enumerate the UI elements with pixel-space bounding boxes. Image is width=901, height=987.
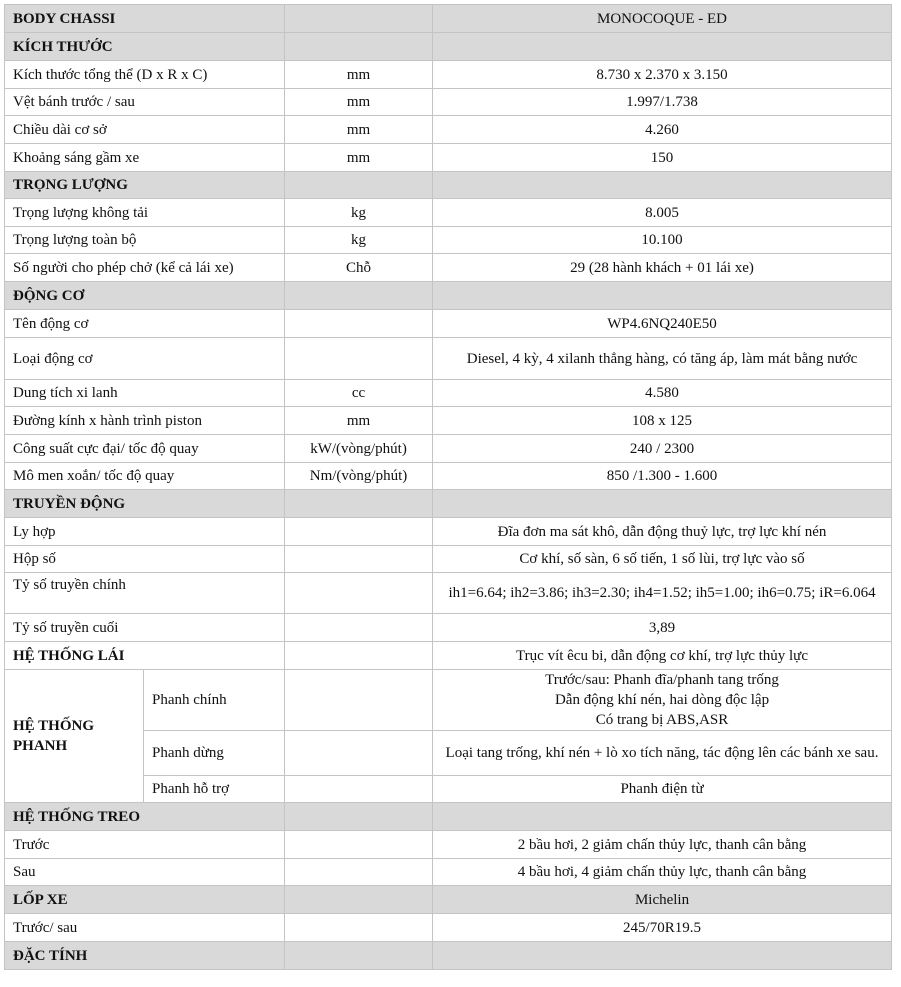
spec-table [4, 4, 892, 970]
table-row [5, 380, 892, 407]
spec-name: Ly hợp [5, 518, 285, 546]
table-row [5, 614, 892, 642]
spec-name: Tỷ số truyền cuối [5, 614, 285, 642]
spec-value: WP4.6NQ240E50 [433, 310, 892, 338]
spec-unit: Chỗ [285, 254, 433, 282]
table-row [5, 914, 892, 942]
section-blank [433, 942, 892, 970]
section-title: HỆ THỐNG LÁI [5, 642, 285, 670]
table-row [5, 831, 892, 859]
section-blank [433, 490, 892, 518]
section-blank [285, 642, 433, 670]
spec-name: Sau [5, 859, 285, 886]
section-tires [5, 886, 892, 914]
spec-unit [285, 831, 433, 859]
section-blank [285, 942, 433, 970]
spec-unit [285, 731, 433, 776]
spec-name: Kích thước tổng thể (D x R x C) [5, 61, 285, 89]
table-row [5, 463, 892, 490]
spec-unit: mm [285, 116, 433, 144]
spec-unit: kW/(vòng/phút) [285, 435, 433, 463]
spec-value: 240 / 2300 [433, 435, 892, 463]
spec-name: Hộp số [5, 546, 285, 573]
spec-value: Diesel, 4 kỳ, 4 xilanh thẳng hàng, có tăng áp, làm mát bằng nước [433, 338, 892, 380]
brake-main-line: Có trang bị ABS,ASR [595, 712, 729, 728]
header-row [5, 5, 892, 33]
table-row [5, 310, 892, 338]
spec-value: 150 [433, 144, 892, 172]
section-title: ĐẶC TÍNH [5, 942, 285, 970]
header-unit-cell [285, 5, 433, 33]
spec-value: Cơ khí, số sàn, 6 số tiến, 1 số lùi, trợ lực vào số [433, 546, 892, 573]
table-row [5, 546, 892, 573]
section-title: ĐỘNG CƠ [5, 282, 285, 310]
table-row [5, 116, 892, 144]
spec-unit [285, 914, 433, 942]
table-row [5, 227, 892, 254]
spec-unit: kg [285, 199, 433, 227]
spec-unit [285, 338, 433, 380]
header-label: BODY CHASSI [5, 5, 285, 33]
spec-unit: mm [285, 407, 433, 435]
section-weight [5, 172, 892, 199]
brake-main-line: Trước/sau: Phanh đĩa/phanh tang trống [545, 672, 779, 688]
spec-unit: mm [285, 61, 433, 89]
table-row [5, 518, 892, 546]
spec-value: Đĩa đơn ma sát khô, dẫn động thuỷ lực, trợ lực khí nén [433, 518, 892, 546]
table-row [5, 407, 892, 435]
spec-name: Khoảng sáng gầm xe [5, 144, 285, 172]
spec-value: 245/70R19.5 [433, 914, 892, 942]
spec-unit [285, 573, 433, 614]
spec-unit [285, 310, 433, 338]
spec-value: 10.100 [433, 227, 892, 254]
spec-unit [285, 670, 433, 731]
section-title: TRỌNG LƯỢNG [5, 172, 285, 199]
spec-unit [285, 776, 433, 803]
section-blank [285, 33, 433, 61]
spec-value: 4.260 [433, 116, 892, 144]
spec-name: Đường kính x hành trình piston [5, 407, 285, 435]
spec-name: Vệt bánh trước / sau [5, 89, 285, 116]
brake-main-line: Dẫn động khí nén, hai dòng độc lập [554, 692, 770, 708]
spec-value: ih1=6.64; ih2=3.86; ih3=2.30; ih4=1.52; ih5=1.00; ih6=0.75; iR=6.064 [433, 573, 892, 614]
spec-value: 29 (28 hành khách + 01 lái xe) [433, 254, 892, 282]
section-title: HỆ THỐNG TREO [5, 803, 285, 831]
header-value: MONOCOQUE - ED [433, 5, 892, 33]
section-features [5, 942, 892, 970]
spec-name: Số người cho phép chở (kể cả lái xe) [5, 254, 285, 282]
spec-name: Trước/ sau [5, 914, 285, 942]
section-dimensions [5, 33, 892, 61]
section-suspension [5, 803, 892, 831]
spec-value: 3,89 [433, 614, 892, 642]
section-blank [285, 803, 433, 831]
table-row [5, 144, 892, 172]
section-steering [5, 642, 892, 670]
spec-value: Trục vít êcu bi, dẫn động cơ khí, trợ lực thủy lực [433, 642, 892, 670]
section-title: TRUYỀN ĐỘNG [5, 490, 285, 518]
spec-name: Phanh hỗ trợ [144, 776, 285, 803]
spec-value: 1.997/1.738 [433, 89, 892, 116]
section-title: KÍCH THƯỚC [5, 33, 285, 61]
table-row [5, 199, 892, 227]
section-blank [285, 172, 433, 199]
table-row [5, 254, 892, 282]
spec-unit: mm [285, 89, 433, 116]
section-blank [285, 490, 433, 518]
spec-value: Loại tang trống, khí nén + lò xo tích năng, tác động lên các bánh xe sau. [433, 731, 892, 776]
spec-name: Loại động cơ [5, 338, 285, 380]
table-row [5, 573, 892, 614]
section-blank [433, 282, 892, 310]
spec-name: Tỷ số truyền chính [5, 573, 285, 614]
section-blank [433, 803, 892, 831]
spec-name: Trọng lượng không tải [5, 199, 285, 227]
section-blank [433, 33, 892, 61]
table-row [5, 89, 892, 116]
table-row [5, 859, 892, 886]
table-row [5, 61, 892, 89]
brake-main-row [5, 670, 892, 731]
spec-value: 850 /1.300 - 1.600 [433, 463, 892, 490]
spec-value: 108 x 125 [433, 407, 892, 435]
table-row [5, 435, 892, 463]
spec-unit [285, 859, 433, 886]
spec-name: Mô men xoắn/ tốc độ quay [5, 463, 285, 490]
section-transmission [5, 490, 892, 518]
section-blank [285, 886, 433, 914]
spec-unit: mm [285, 144, 433, 172]
spec-value: 2 bầu hơi, 2 giảm chấn thủy lực, thanh cân bằng [433, 831, 892, 859]
section-blank [433, 172, 892, 199]
spec-value: 4.580 [433, 380, 892, 407]
spec-name: Công suất cực đại/ tốc độ quay [5, 435, 285, 463]
spec-value: 8.730 x 2.370 x 3.150 [433, 61, 892, 89]
spec-unit [285, 546, 433, 573]
spec-value: 4 bầu hơi, 4 giảm chấn thủy lực, thanh cân bằng [433, 859, 892, 886]
spec-name: Tên động cơ [5, 310, 285, 338]
spec-name: Chiều dài cơ sở [5, 116, 285, 144]
spec-value: Phanh điện từ [433, 776, 892, 803]
spec-unit: Nm/(vòng/phút) [285, 463, 433, 490]
section-title: LỐP XE [5, 886, 285, 914]
spec-unit: kg [285, 227, 433, 254]
tire-brand: Michelin [433, 886, 892, 914]
spec-value: 8.005 [433, 199, 892, 227]
spec-name: Phanh chính [144, 670, 285, 731]
table-row [5, 338, 892, 380]
spec-name: Phanh dừng [144, 731, 285, 776]
brakes-title: HỆ THỐNG PHANH [5, 670, 144, 803]
spec-value [433, 670, 892, 731]
section-blank [285, 282, 433, 310]
section-engine [5, 282, 892, 310]
spec-unit [285, 614, 433, 642]
spec-name: Trước [5, 831, 285, 859]
spec-name: Dung tích xi lanh [5, 380, 285, 407]
spec-unit [285, 518, 433, 546]
spec-name: Trọng lượng toàn bộ [5, 227, 285, 254]
spec-unit: cc [285, 380, 433, 407]
